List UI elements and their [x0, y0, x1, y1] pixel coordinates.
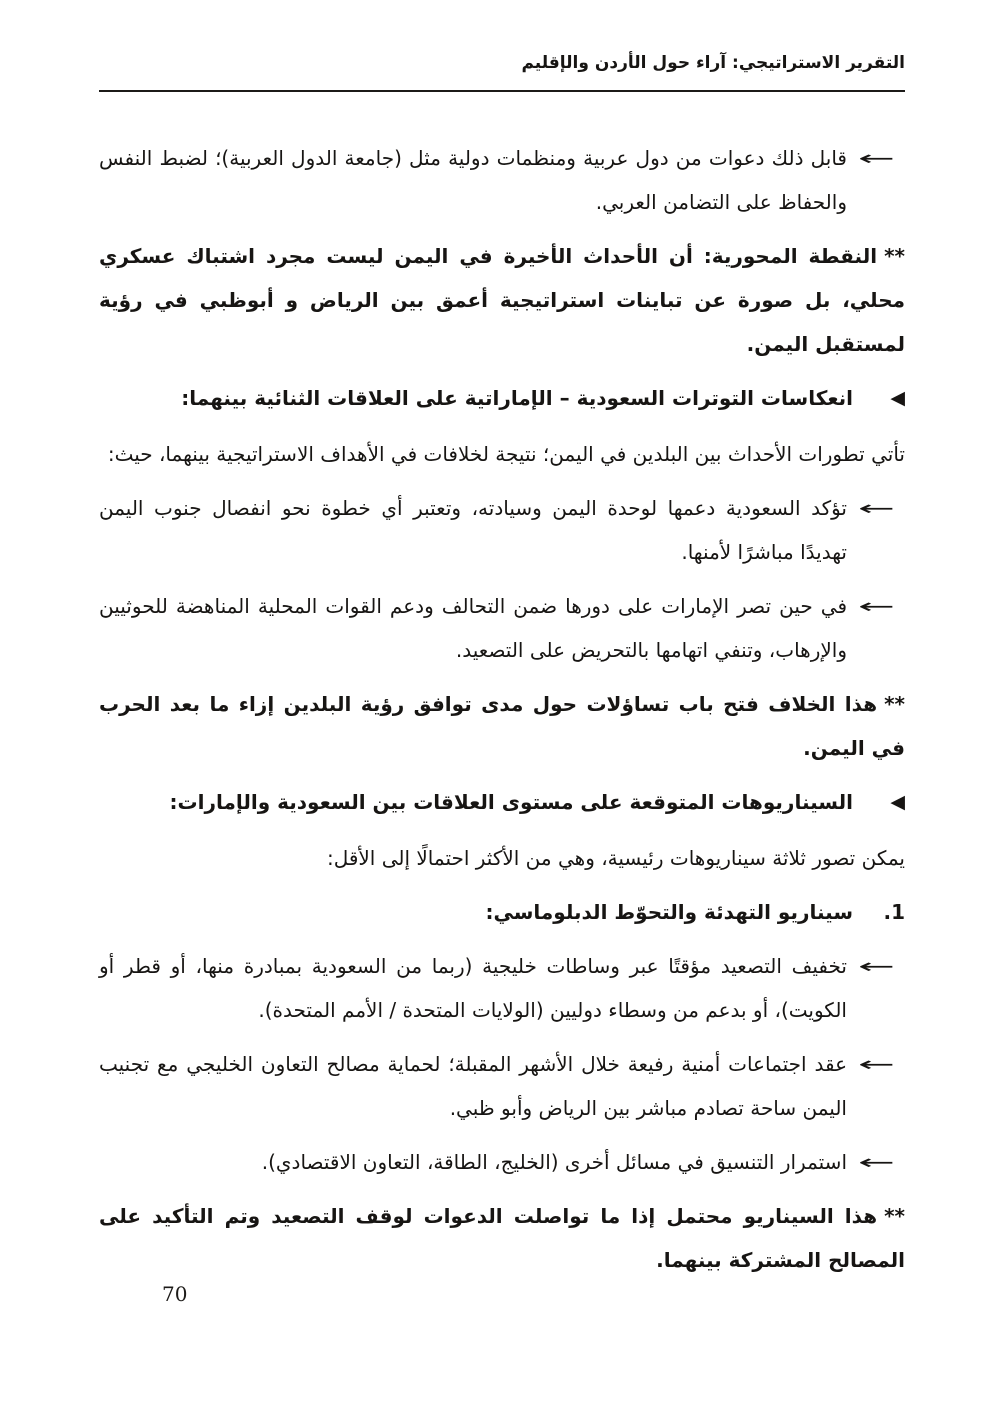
key-point-text: النقطة المحورية: أن الأحداث الأخيرة في اليمن ليست مجرد اشتباك عسكري محلي، بل صورة عن تباينات استراتيجية أعمق بين الرياض و أبوظبي في رؤية لمستقبل اليمن.: [99, 244, 905, 357]
arrow-glyph: ←: [857, 1052, 895, 1077]
long-left-arrow-icon: [847, 584, 905, 628]
arrow-bullet-item: [99, 136, 905, 224]
section-title: السيناريوهات المتوقعة على مستوى العلاقات بين السعودية والإمارات:: [169, 790, 853, 815]
long-left-arrow-icon: [847, 486, 905, 530]
arrow-bullet-item: [99, 944, 905, 1032]
bullet-text: في حين تصر الإمارات على دورها ضمن التحالف ودعم القوات المحلية المناهضة للحوثيين والإرهاب، وتنفي اتهامها بالتحريض على التصعيد.: [99, 594, 847, 663]
item-number: 1.: [883, 900, 905, 925]
body-paragraph: تأتي تطورات الأحداث بين البلدين في اليمن؛ نتيجة لخلافات في الأهداف الاستراتيجية بينهما، حيث:: [107, 442, 905, 467]
arrow-glyph: ←: [857, 146, 895, 171]
key-point-text: هذا الخلاف فتح باب تساؤلات حول مدى توافق رؤية البلدين إزاء ما بعد الحرب في اليمن.: [99, 692, 905, 761]
section-title: انعكاسات التوترات السعودية – الإماراتية على العلاقات الثنائية بينهما:: [181, 386, 853, 411]
long-left-arrow-icon: [847, 1042, 905, 1086]
bullet-text: تؤكد السعودية دعمها لوحدة اليمن وسيادته، وتعتبر أي خطوة نحو انفصال جنوب اليمن تهديدًا مباشرًا لأمنها.: [99, 496, 847, 565]
arrow-glyph: ←: [857, 954, 895, 979]
report-header-title: التقرير الاستراتيجي: آراء حول الأردن والإقليم: [521, 53, 905, 73]
key-point-paragraph: [99, 234, 905, 366]
arrow-glyph: ←: [857, 496, 895, 521]
bullet-text: تخفيف التصعيد مؤقتًا عبر وساطات خليجية (ربما من السعودية بمبادرة منها، أو قطر أو الكويت)، أو بدعم من وسطاء دوليين (الولايات المتحدة / الأمم المتحدة).: [99, 954, 847, 1023]
section-header: [99, 780, 905, 824]
long-left-arrow-icon: [847, 1140, 905, 1184]
key-point-text: هذا السيناريو محتمل إذا ما تواصلت الدعوات لوقف التصعيد وتم التأكيد على المصالح المشتركة بينهما.: [99, 1204, 905, 1273]
bullet-text: استمرار التنسيق في مسائل أخرى (الخليج، الطاقة، التعاون الاقتصادي).: [261, 1150, 847, 1175]
bullet-text: عقد اجتماعات أمنية رفيعة خلال الأشهر المقبلة؛ لحماية مصالح التعاون الخليجي مع تجنيب اليمن ساحة تصادم مباشر بين الرياض وأبو ظبي.: [99, 1052, 847, 1121]
key-point-paragraph: [99, 1194, 905, 1282]
arrow-bullet-item: [99, 1042, 905, 1130]
page-number: 70: [162, 1282, 188, 1306]
arrow-bullet-item: [99, 1140, 905, 1184]
section-header: [99, 376, 905, 420]
arrow-bullet-item: [99, 486, 905, 574]
scenario-title: سيناريو التهدئة والتحوّط الدبلوماسي:: [485, 900, 853, 925]
arrow-bullet-item: [99, 584, 905, 672]
body-paragraph: يمكن تصور ثلاثة سيناريوهات رئيسية، وهي من الأكثر احتمالًا إلى الأقل:: [326, 846, 905, 871]
arrow-glyph: ←: [857, 1150, 895, 1175]
double-asterisk-marker: **: [884, 244, 905, 269]
double-asterisk-marker: **: [884, 692, 905, 717]
triangle-bullet-icon: ◀: [890, 791, 905, 814]
double-asterisk-marker: **: [884, 1204, 905, 1229]
long-left-arrow-icon: [847, 136, 905, 180]
arrow-glyph: ←: [857, 594, 895, 619]
long-left-arrow-icon: [847, 944, 905, 988]
numbered-scenario-item: [99, 890, 905, 934]
page-header: [99, 0, 905, 92]
document-content: [99, 92, 905, 1282]
bullet-text: قابل ذلك دعوات من دول عربية ومنظمات دولية مثل (جامعة الدول العربية)؛ لضبط النفس والحفاظ على التضامن العربي.: [99, 146, 847, 215]
triangle-bullet-icon: ◀: [890, 387, 905, 410]
key-point-paragraph: [99, 682, 905, 770]
